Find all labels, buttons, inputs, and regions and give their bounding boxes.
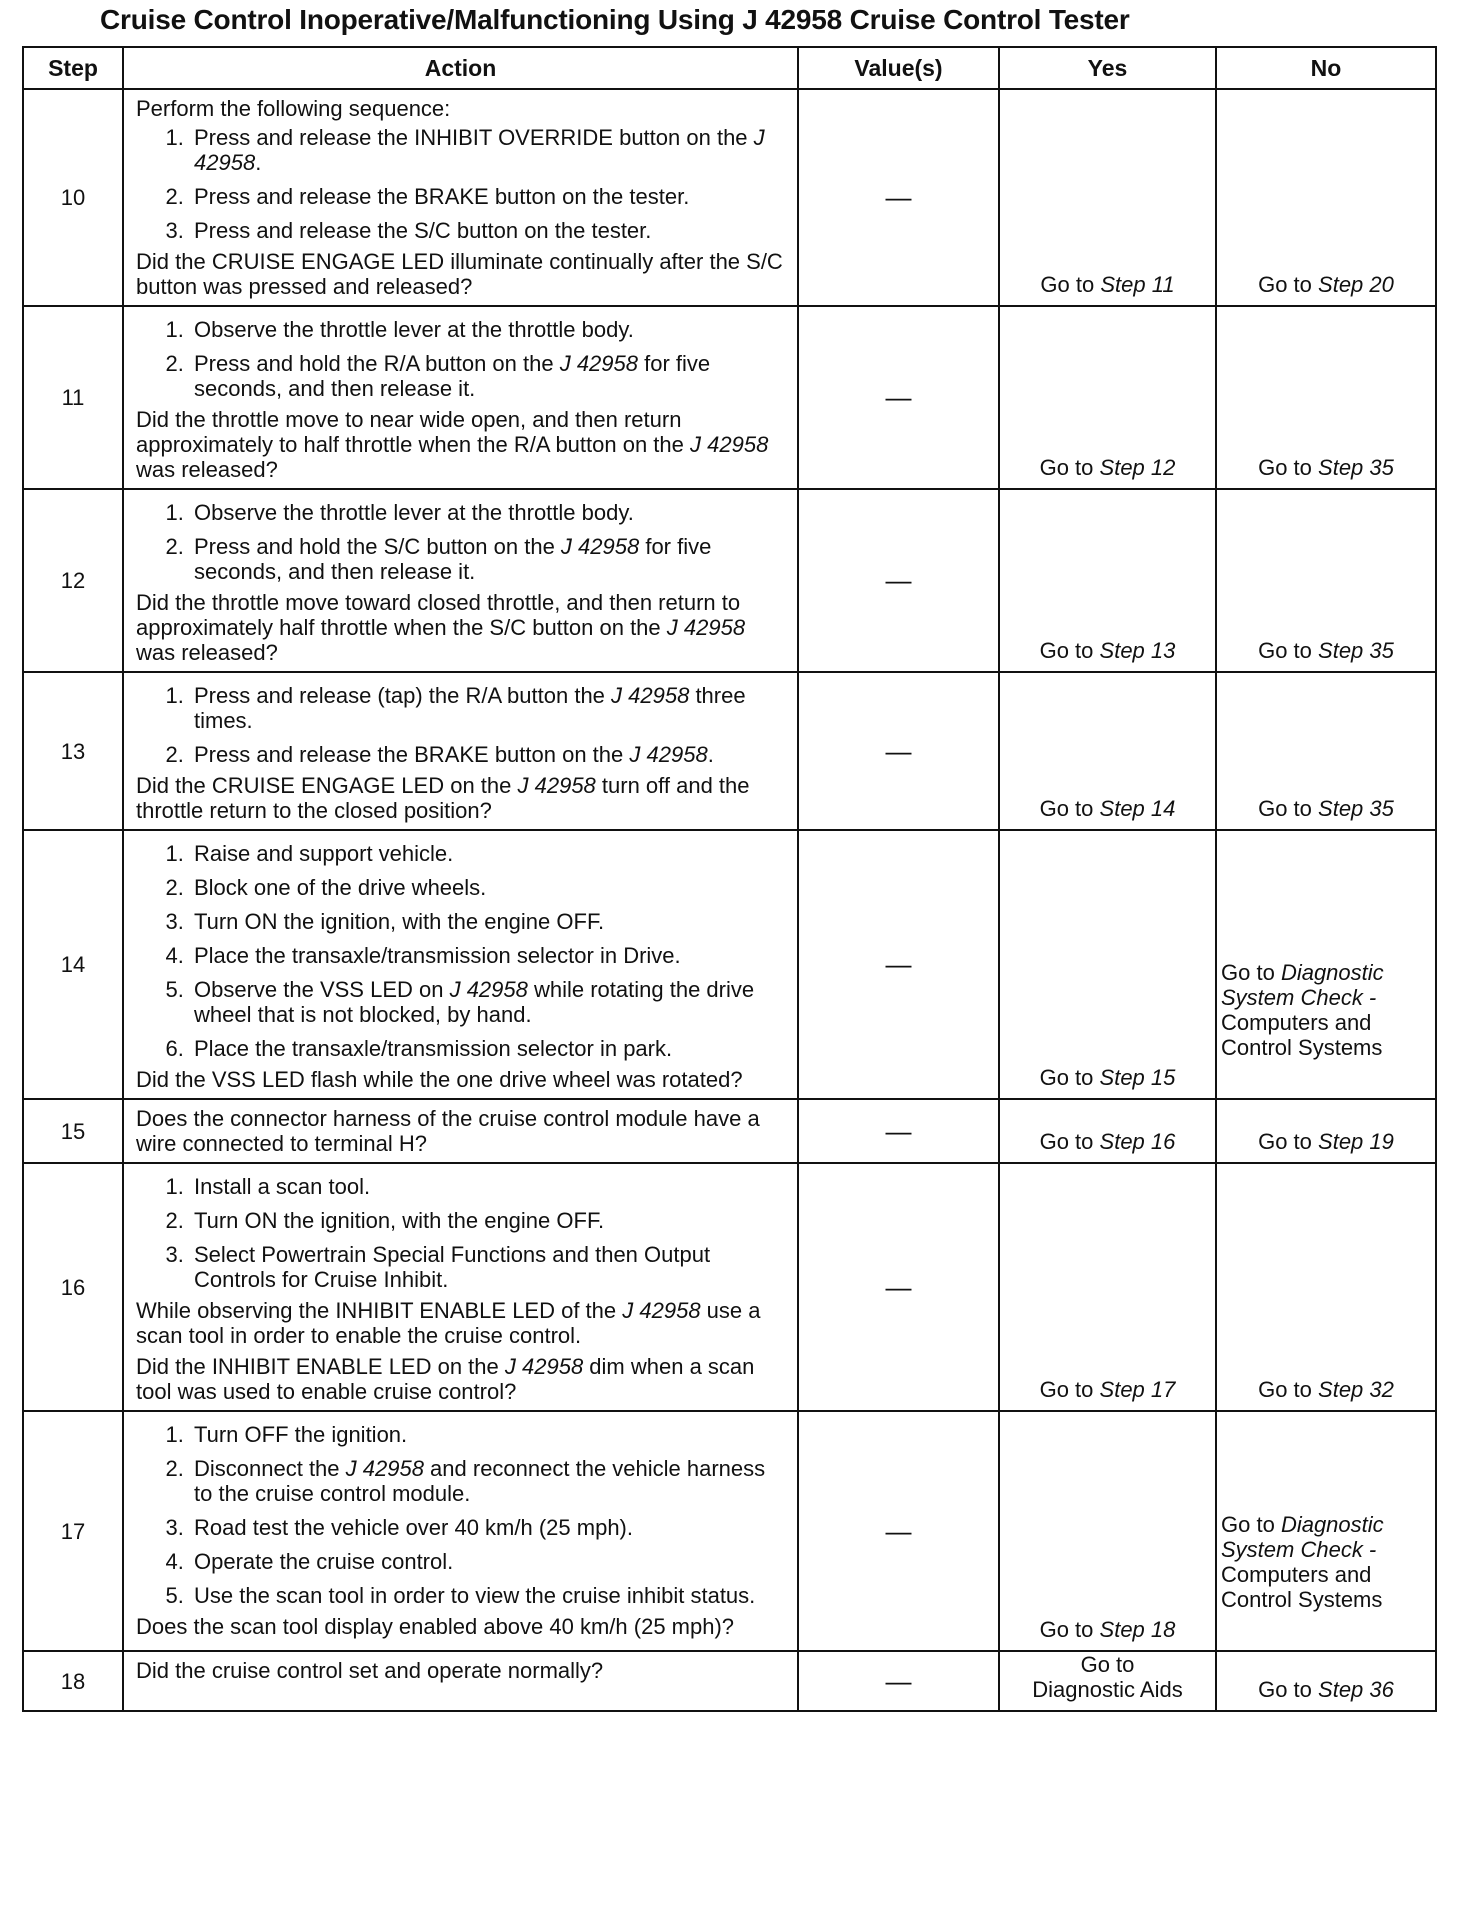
- yes-cell[interactable]: [999, 1411, 1216, 1651]
- value-cell: —: [798, 306, 999, 489]
- no-cell[interactable]: [1216, 1163, 1436, 1411]
- action-steps: [136, 500, 787, 584]
- go-to-label: Go to: [1080, 1652, 1135, 1677]
- tool-ref: J 42958: [504, 1354, 584, 1379]
- go-to-label: Go to: [1258, 1677, 1312, 1702]
- text-part: Press and release (tap) the R/A button the: [194, 683, 612, 708]
- text-part: was released?: [136, 640, 278, 665]
- text-part: Press and hold the S/C button on the: [194, 534, 561, 559]
- step-word: Step: [1318, 1377, 1364, 1402]
- value-cell: —: [798, 1163, 999, 1411]
- tool-ref: J 42958: [449, 977, 528, 1002]
- action-steps: [136, 841, 787, 1061]
- action-cell: [123, 1163, 798, 1411]
- yes-cell[interactable]: [999, 1163, 1216, 1411]
- value-cell: —: [798, 489, 999, 672]
- action-step: [190, 977, 787, 1027]
- diagnostic-target: Computers and Control Systems: [1221, 1010, 1383, 1060]
- step-number: 18: [23, 1651, 123, 1711]
- text-part: for five seconds, and then release it.: [194, 534, 712, 584]
- tool-ref: J 42958: [611, 683, 690, 708]
- no-cell[interactable]: [1216, 489, 1436, 672]
- action-step: [190, 351, 787, 401]
- header-row: [23, 47, 1436, 89]
- action-step: [190, 875, 787, 900]
- text-part: was released?: [136, 457, 278, 482]
- yes-cell[interactable]: [999, 830, 1216, 1099]
- go-to-label: Go to: [1258, 1377, 1312, 1402]
- action-cell: [123, 1651, 798, 1711]
- step-ref-link[interactable]: 20: [1369, 272, 1394, 297]
- go-to-label: Go to: [1258, 455, 1312, 480]
- text-part: Block one of the drive wheels.: [194, 875, 487, 900]
- text-part: for five seconds, and then release it.: [194, 351, 711, 401]
- text-part: Operate the cruise control.: [194, 1549, 454, 1574]
- no-cell[interactable]: [1216, 830, 1436, 1099]
- step-word: Step: [1099, 638, 1145, 663]
- text-part: Turn ON the ignition, with the engine OFF.: [194, 909, 605, 934]
- tool-ref: J 42958: [690, 432, 769, 457]
- action-intro: Perform the following sequence:: [136, 96, 451, 121]
- step-ref-link[interactable]: 35: [1369, 638, 1394, 663]
- text-part: Observe the throttle lever at the throttle body.: [194, 500, 634, 525]
- step-word: Step: [1318, 1677, 1364, 1702]
- text-part: Press and release the BRAKE button on the: [194, 742, 630, 767]
- text-part: .: [255, 150, 262, 175]
- action-steps: [136, 125, 787, 243]
- step-ref-link[interactable]: 17: [1150, 1377, 1176, 1402]
- text-part: while rotating the drive wheel that is not blocked, by hand.: [194, 977, 755, 1027]
- action-step: [190, 1583, 787, 1608]
- diagnostic-table: [22, 46, 1437, 1712]
- action-question: Does the connector harness of the cruise control module have a wire connected to terminal H?: [136, 1106, 760, 1156]
- tool-ref: J 42958: [559, 351, 638, 376]
- table-row: [23, 306, 1436, 489]
- yes-cell[interactable]: [999, 672, 1216, 830]
- action-step: [190, 1422, 787, 1447]
- diagnostic-system-check-link[interactable]: Diagnostic System Check -: [1221, 1512, 1384, 1562]
- table-row: [23, 1651, 1436, 1711]
- go-to-label: Go to: [1039, 638, 1094, 663]
- go-to-label: Go to: [1221, 1512, 1275, 1537]
- tool-ref: J 42958: [517, 773, 596, 798]
- no-diagnostic-ref[interactable]: [1221, 1512, 1431, 1642]
- action-steps: [136, 683, 787, 767]
- text-part: Press and release the BRAKE button on the tester.: [194, 184, 690, 209]
- text-part: Install a scan tool.: [194, 1174, 371, 1199]
- text-part: While observing the INHIBIT ENABLE LED of the: [136, 1298, 623, 1323]
- action-cell: [123, 89, 798, 306]
- table-row: [23, 89, 1436, 306]
- action-question: Did the cruise control set and operate normally?: [136, 1658, 604, 1683]
- step-word: Step: [1318, 796, 1364, 821]
- step-word: Step: [1099, 1065, 1145, 1090]
- action-cell: [123, 830, 798, 1099]
- go-to-label: Go to: [1040, 272, 1095, 297]
- table-row: [23, 830, 1436, 1099]
- step-ref-link[interactable]: 15: [1150, 1065, 1176, 1090]
- action-step: [190, 218, 787, 243]
- action-steps: [136, 317, 787, 401]
- text-part: three times.: [194, 683, 746, 733]
- tool-ref: J 42958: [345, 1456, 424, 1481]
- tool-ref: J 42958: [194, 125, 765, 175]
- value-cell: —: [798, 830, 999, 1099]
- diagnostic-system-check-link[interactable]: Diagnostic System Check -: [1221, 960, 1384, 1010]
- step-ref-link[interactable]: 36: [1369, 1677, 1394, 1702]
- text-part: dim when a scan tool was used to enable cruise control?: [136, 1354, 755, 1404]
- no-cell[interactable]: [1216, 1411, 1436, 1651]
- step-ref-link[interactable]: 18: [1150, 1617, 1176, 1642]
- step-number: 17: [23, 1411, 123, 1651]
- header-step: Step: [23, 47, 123, 89]
- step-ref-link[interactable]: 35: [1369, 455, 1394, 480]
- diagnostic-target: Computers and Control Systems: [1221, 1562, 1383, 1612]
- no-cell[interactable]: [1216, 1099, 1436, 1163]
- yes-cell[interactable]: [999, 89, 1216, 306]
- action-step: [190, 909, 787, 934]
- step-word: Step: [1099, 455, 1145, 480]
- action-step: [190, 1456, 787, 1506]
- text-part: use a scan tool in order to enable the cruise control.: [136, 1298, 761, 1348]
- action-question: Did the VSS LED flash while the one drive wheel was rotated?: [136, 1067, 743, 1092]
- action-step: [190, 683, 787, 733]
- text-part: Observe the throttle lever at the throttle body.: [194, 317, 634, 342]
- step-number: 14: [23, 830, 123, 1099]
- action-step: [190, 1036, 787, 1061]
- tool-ref: J 42958: [666, 615, 746, 640]
- action-step: [190, 317, 787, 342]
- go-to-label: Go to: [1039, 1377, 1094, 1402]
- text-part: Did the INHIBIT ENABLE LED on the: [136, 1354, 505, 1379]
- step-ref-link[interactable]: 32: [1369, 1377, 1394, 1402]
- table-row: [23, 1411, 1436, 1651]
- action-steps: [136, 1174, 787, 1292]
- go-to-label: Go to: [1258, 638, 1312, 663]
- action-step: [190, 1242, 787, 1292]
- action-question: [136, 1354, 787, 1404]
- step-number: 16: [23, 1163, 123, 1411]
- go-to-label: Go to: [1039, 796, 1094, 821]
- yes-cell[interactable]: [999, 1099, 1216, 1163]
- action-question: [136, 407, 787, 482]
- go-to-label: Go to: [1039, 1065, 1094, 1090]
- text-part: Did the throttle move to near wide open, and then return approximately to half throttle when the R/A button on the: [136, 407, 691, 457]
- no-cell[interactable]: [1216, 306, 1436, 489]
- go-to-label: Go to: [1039, 1617, 1094, 1642]
- table-row: [23, 1099, 1436, 1163]
- action-question: Did the CRUISE ENGAGE LED illuminate continually after the S/C button was pressed and released?: [136, 249, 783, 299]
- step-word: Step: [1318, 1129, 1364, 1154]
- go-to-label: Go to: [1221, 960, 1275, 985]
- step-word: Step: [1099, 796, 1145, 821]
- action-step: [190, 184, 787, 209]
- go-to-label: Go to: [1258, 272, 1312, 297]
- go-to-label: Go to: [1258, 1129, 1312, 1154]
- value-cell: —: [798, 89, 999, 306]
- action-question: [136, 773, 787, 823]
- action-steps: [136, 1422, 787, 1608]
- header-yes: Yes: [999, 47, 1216, 89]
- text-part: Did the throttle move toward closed throttle, and then return to approximately half throttle when the S/C button on the: [136, 590, 741, 640]
- value-cell: —: [798, 1099, 999, 1163]
- text-part: Press and hold the R/A button on the: [194, 351, 560, 376]
- table-row: [23, 672, 1436, 830]
- step-ref-link[interactable]: 12: [1150, 455, 1176, 480]
- go-to-label: Go to: [1039, 1129, 1094, 1154]
- go-to-label: Go to: [1258, 796, 1312, 821]
- action-step: [190, 125, 787, 175]
- page-title: Cruise Control Inoperative/Malfunctioning Using J 42958 Cruise Control Tester: [100, 4, 1130, 35]
- step-ref-link[interactable]: 13: [1150, 638, 1176, 663]
- yes-cell[interactable]: [999, 1651, 1216, 1711]
- text-part: Raise and support vehicle.: [194, 841, 454, 866]
- action-step: [190, 1208, 787, 1233]
- action-cell: [123, 1411, 798, 1651]
- yes-cell[interactable]: [999, 306, 1216, 489]
- yes-cell[interactable]: [999, 489, 1216, 672]
- action-question: [136, 1298, 787, 1348]
- text-part: Road test the vehicle over 40 km/h (25 mph).: [194, 1515, 633, 1540]
- header-values: Value(s): [798, 47, 999, 89]
- action-question: Does the scan tool display enabled above 40 km/h (25 mph)?: [136, 1614, 735, 1639]
- no-diagnostic-ref[interactable]: [1221, 960, 1431, 1090]
- action-step: [190, 500, 787, 525]
- text-part: Place the transaxle/transmission selector in park.: [194, 1036, 673, 1061]
- step-word: Step: [1099, 1377, 1145, 1402]
- action-cell: [123, 306, 798, 489]
- step-ref-link[interactable]: 14: [1150, 796, 1176, 821]
- step-word: Step: [1318, 272, 1364, 297]
- action-step: [190, 742, 787, 767]
- header-no: No: [1216, 47, 1436, 89]
- step-ref-link[interactable]: 35: [1369, 796, 1394, 821]
- action-step: [190, 943, 787, 968]
- step-word: Step: [1099, 1617, 1145, 1642]
- step-word: Step: [1099, 1129, 1145, 1154]
- diagnostic-aids-link[interactable]: Diagnostic Aids: [1032, 1677, 1183, 1702]
- step-number: 15: [23, 1099, 123, 1163]
- value-cell: —: [798, 1651, 999, 1711]
- no-cell[interactable]: [1216, 672, 1436, 830]
- action-step: [190, 1174, 787, 1199]
- action-step: [190, 534, 787, 584]
- text-part: Turn ON the ignition, with the engine OFF.: [194, 1208, 605, 1233]
- text-part: Select Powertrain Special Functions and then Output Controls for Cruise Inhibit.: [194, 1242, 711, 1292]
- action-cell: [123, 672, 798, 830]
- text-part: Turn OFF the ignition.: [194, 1422, 408, 1447]
- go-to-label: Go to: [1039, 455, 1094, 480]
- step-word: Step: [1318, 455, 1364, 480]
- action-step: [190, 1515, 787, 1540]
- text-part: Observe the VSS LED on: [194, 977, 450, 1002]
- action-cell: [123, 489, 798, 672]
- action-step: [190, 1549, 787, 1574]
- text-part: .: [707, 742, 714, 767]
- step-word: Step: [1318, 638, 1364, 663]
- step-number: 10: [23, 89, 123, 306]
- text-part: Place the transaxle/transmission selector in Drive.: [194, 943, 681, 968]
- step-word: Step: [1100, 272, 1146, 297]
- tool-ref: J 42958: [629, 742, 708, 767]
- header-action: Action: [123, 47, 798, 89]
- text-part: Disconnect the: [194, 1456, 346, 1481]
- text-part: turn off and the throttle return to the closed position?: [136, 773, 750, 823]
- value-cell: —: [798, 672, 999, 830]
- text-part: and reconnect the vehicle harness to the cruise control module.: [194, 1456, 766, 1506]
- action-cell: [123, 1099, 798, 1163]
- tool-ref: J 42958: [560, 534, 640, 559]
- step-number: 11: [23, 306, 123, 489]
- table-row: [23, 1163, 1436, 1411]
- no-cell[interactable]: [1216, 1651, 1436, 1711]
- text-part: Press and release the INHIBIT OVERRIDE button on the: [194, 125, 754, 150]
- action-step: [190, 841, 787, 866]
- step-ref-link[interactable]: 16: [1150, 1129, 1176, 1154]
- text-part: Did the CRUISE ENGAGE LED on the: [136, 773, 518, 798]
- step-ref-link[interactable]: 11: [1151, 272, 1175, 297]
- action-question: [136, 590, 787, 665]
- text-part: Use the scan tool in order to view the cruise inhibit status.: [194, 1583, 756, 1608]
- no-cell[interactable]: [1216, 89, 1436, 306]
- step-ref-link[interactable]: 19: [1369, 1129, 1394, 1154]
- text-part: Press and release the S/C button on the tester.: [194, 218, 652, 243]
- step-number: 12: [23, 489, 123, 672]
- tool-ref: J 42958: [622, 1298, 701, 1323]
- step-number: 13: [23, 672, 123, 830]
- table-row: [23, 489, 1436, 672]
- value-cell: —: [798, 1411, 999, 1651]
